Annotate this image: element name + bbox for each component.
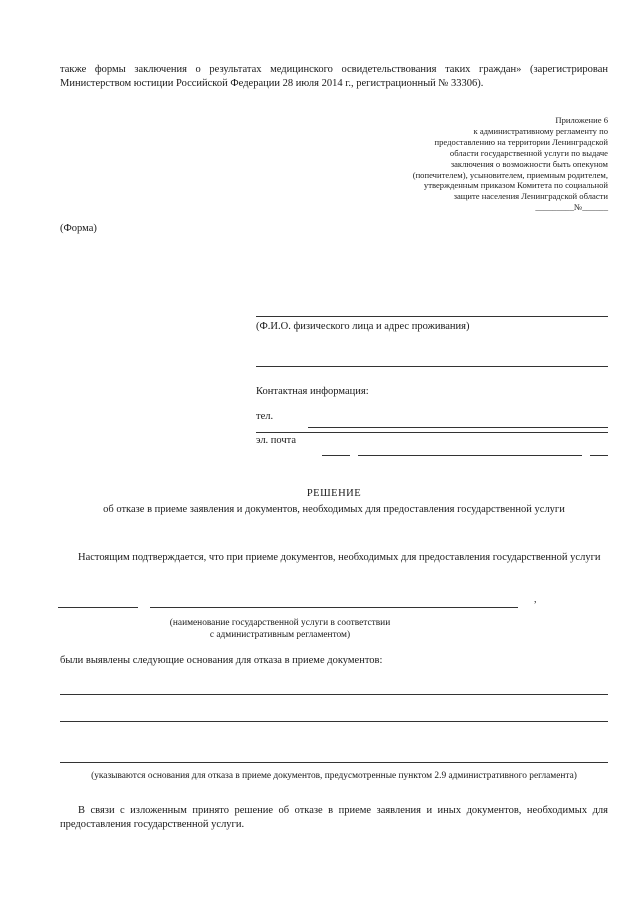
- decision-subtitle: об отказе в приеме заявления и документов, необходимых для предоставления государственной услуги: [103, 504, 565, 515]
- email-label: эл. почта: [256, 435, 297, 446]
- phone-label: тел.: [256, 411, 274, 422]
- appendix-line: Приложение 6: [555, 115, 608, 125]
- recipient-address-line[interactable]: [256, 366, 608, 367]
- grounds-line-3[interactable]: [60, 762, 608, 763]
- top-paragraph: также формы заключения о результатах медицинского освидетельствования таких граждан» (зарегистрирован Министерством юстиции Российской Федерации 28 июля 2014 г., регистрационный № 33306).: [60, 64, 608, 89]
- grounds-line-2[interactable]: [60, 721, 608, 722]
- service-line-2[interactable]: [150, 607, 518, 608]
- email-field-line-3[interactable]: [590, 455, 608, 456]
- conclusion-paragraph: В связи с изложенным принято решение об отказе в приеме заявления и иных документов, необходимых для предоставления государственной услуги.: [60, 805, 608, 830]
- email-field-line-2[interactable]: [358, 455, 582, 456]
- contact-label: Контактная информация:: [256, 386, 369, 397]
- appendix-block: [378, 115, 608, 213]
- form-label: (Форма): [60, 223, 97, 234]
- appendix-line: области государственной услуги по выдаче: [449, 147, 608, 158]
- grounds-intro: были выявлены следующие основания для отказа в приеме документов:: [60, 655, 383, 666]
- recipient-name-line[interactable]: [256, 316, 608, 317]
- appendix-line: к административному регламенту по: [473, 125, 608, 136]
- appendix-line: заключения о возможности быть опекуном: [450, 158, 608, 169]
- email-field-line-1[interactable]: [322, 455, 350, 456]
- grounds-caption: (указываются основания для отказа в приеме документов, предусмотренные пунктом 2.9 административного регламента): [91, 771, 577, 781]
- confirm-paragraph: Настоящим подтверждается, что при приеме документов, необходимых для предоставления государственной услуги: [78, 552, 601, 563]
- service-line-1[interactable]: [58, 607, 138, 608]
- appendix-line: защите населения Ленинградской области: [453, 191, 608, 202]
- service-caption-line1: (наименование государственной услуги в соответствии: [169, 618, 391, 628]
- appendix-line: утвержденным приказом Комитета по социальной: [423, 180, 608, 191]
- service-comma: ,: [534, 594, 537, 605]
- appendix-line: _________№______: [535, 202, 608, 213]
- grounds-line-1[interactable]: [60, 694, 608, 695]
- phone-field-line[interactable]: [308, 427, 608, 428]
- appendix-line: (попечителем), усыновителем, приемным родителем,: [412, 169, 608, 180]
- decision-title: РЕШЕНИЕ: [306, 488, 362, 499]
- appendix-line: предоставлению на территории Ленинградской: [434, 136, 608, 147]
- phone-field-line-2[interactable]: [256, 432, 608, 433]
- recipient-name-caption: (Ф.И.О. физического лица и адрес проживания): [256, 321, 470, 332]
- service-caption-line2: с административным регламентом): [209, 630, 351, 640]
